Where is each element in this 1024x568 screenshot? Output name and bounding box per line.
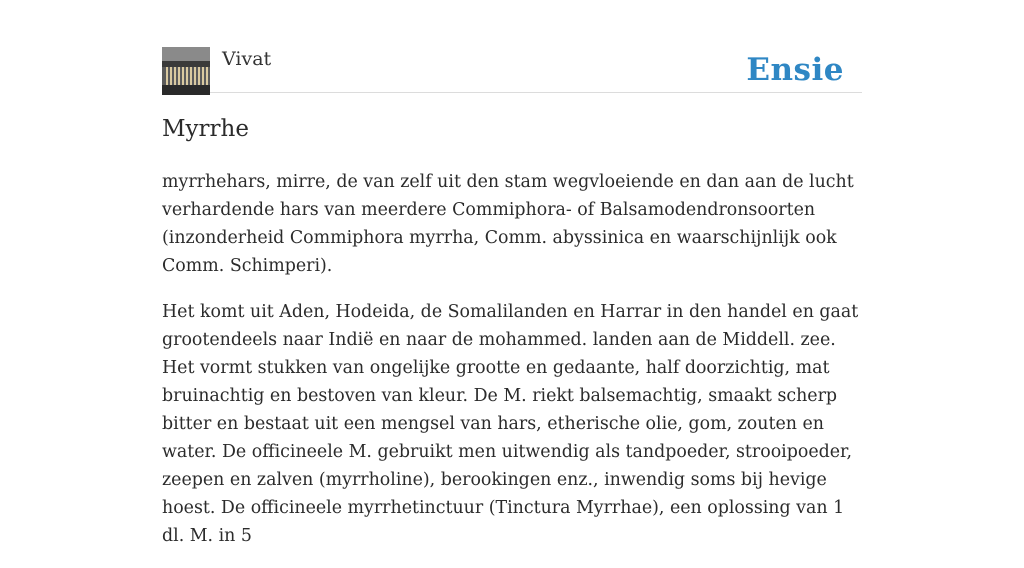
page: [162, 0, 862, 546]
brand-logo[interactable]: Ensie: [746, 52, 844, 88]
paragraph: myrrhehars, mirre, de van zelf uit den stam wegvloeiende en dan aan de lucht verhardende hars van meerdere Commiphora- of Balsamodendronsoorten (inzonderheid Commiphora myrrha, Comm. abyssinica en waarschijnlijk ook Comm. Schimperi).: [162, 172, 854, 276]
header: [162, 46, 862, 93]
page-title: Myrrhe: [162, 116, 249, 142]
bookshelf-avatar-icon[interactable]: [162, 47, 210, 95]
article-body: [162, 168, 862, 568]
paragraph: Het komt uit Aden, Hodeida, de Somalilanden en Harrar in den handel en gaat grootendeels naar Indië en naar de mohammed. landen aan de Middell. zee. Het vormt stukken van ongelijke grootte en gedaante, half doorzichtig, mat bruinachtig en bestoven van kleur. De M. riekt balsemachtig, smaakt scherp bitter en bestaat uit een mengsel van hars, etherische olie, gom, zouten en water. De officineele M. gebruikt men uitwendig als tandpoeder, strooipoeder, zeepen en zalven (myrrholine), berookingen enz., inwendig soms bij hevige hoest. De officineele myrrhetinctuur (Tinctura Myrrhae), een oplossing van 1 dl. M. in 5: [162, 302, 859, 546]
author-name[interactable]: Vivat: [222, 48, 272, 70]
